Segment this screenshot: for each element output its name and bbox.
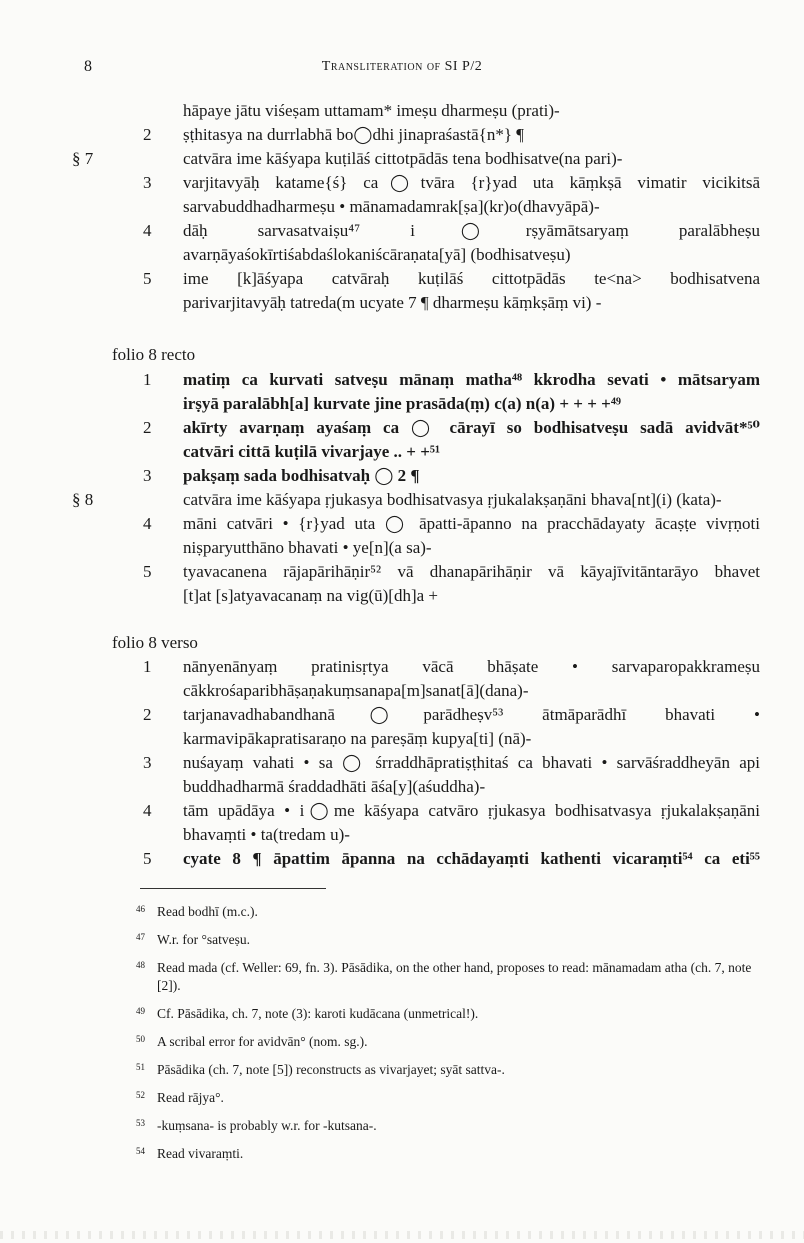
line-text: akīrty avarṇaṃ ayaśaṃ ca ◯ cārayī so bodhisatveṣu sadā avidvāt*⁵⁰ xyxy=(183,418,760,437)
transliteration-line xyxy=(0,657,804,681)
transliteration-line xyxy=(0,149,804,173)
line-text: tyavacanena rājapārihāṇir⁵² vā dhanapārihāṇir vā kāyajīvitāntarāyo bhavet xyxy=(183,562,760,581)
footnote-text: W.r. for °satveṣu. xyxy=(157,932,251,947)
transliteration-line xyxy=(0,245,804,269)
transliteration-line xyxy=(0,173,804,197)
line-number: 3 xyxy=(143,173,152,192)
line-text: catvāri cittā kuṭilā vivarjaye .. + +⁵¹ xyxy=(183,442,441,461)
transliteration-line xyxy=(0,466,804,490)
transliteration-line xyxy=(0,825,804,849)
footnote xyxy=(136,1033,776,1051)
line-number: 3 xyxy=(143,753,152,772)
transliteration-line xyxy=(0,849,804,873)
transliteration-line xyxy=(0,394,804,418)
footnote-text: A scribal error for avidvān° (nom. sg.). xyxy=(157,1034,368,1049)
line-number: 5 xyxy=(143,562,152,581)
line-text: parivarjitavyāḥ tatreda(m ucyate 7 ¶ dharmeṣu kāṃkṣāṃ vi) - xyxy=(183,293,602,312)
footnote xyxy=(136,1061,776,1079)
transliteration-line xyxy=(0,514,804,538)
line-text: varjitavyāḥ katame{ś} ca◯tvāra {r}yad uta kāṃkṣā vimatir vicikitsā xyxy=(183,173,760,192)
page-header xyxy=(0,58,804,80)
footnote xyxy=(136,931,776,949)
verso-heading: folio 8 verso xyxy=(112,633,198,652)
footnote xyxy=(136,959,776,995)
running-title: Transliteration of SI P/2 xyxy=(321,59,483,74)
line-text: dāḥ sarvasatvaiṣu⁴⁷ i◯rṣyāmātsaryaṃ paralābheṣu xyxy=(183,221,760,240)
footnote-number: 46 xyxy=(136,904,145,914)
footnote xyxy=(136,1145,776,1163)
footnote-text: Pāsādika (ch. 7, note [5]) reconstructs as vivarjayet; syāt sattva-. xyxy=(157,1062,505,1077)
transliteration-line xyxy=(0,777,804,801)
line-text: catvāra ime kāśyapa kuṭilāś cittotpādās tena bodhisatve(na pari)- xyxy=(183,149,623,168)
line-text: pakṣaṃ sada bodhisatvaḥ ◯ 2 ¶ xyxy=(183,466,420,485)
footnote-text: Read vivaraṃti. xyxy=(157,1146,244,1161)
footnote xyxy=(136,1089,776,1107)
line-number: 1 xyxy=(143,370,152,389)
line-number: 4 xyxy=(143,801,152,820)
verso-text-block xyxy=(0,657,804,873)
footnote-number: 54 xyxy=(136,1146,145,1156)
footnote xyxy=(136,903,776,921)
transliteration-line xyxy=(0,125,804,149)
footnote-text: Read bodhī (m.c.). xyxy=(157,904,258,919)
recto-heading: folio 8 recto xyxy=(112,345,196,364)
transliteration-line xyxy=(0,370,804,394)
line-number: 4 xyxy=(143,514,152,533)
footnote-text: -kuṃsana- is probably w.r. for -kutsana-. xyxy=(157,1118,377,1133)
footnote-number: 48 xyxy=(136,960,145,970)
line-text: avarṇāyaśokīrtiśabdaślokaniścāraṇata[yā] (bodhisatveṣu) xyxy=(183,245,571,264)
transliteration-line xyxy=(0,418,804,442)
line-number: 1 xyxy=(143,657,152,676)
line-number: 2 xyxy=(143,705,152,724)
line-text: bhavaṃti • ta(tredam u)- xyxy=(183,825,350,844)
footnote-number: 47 xyxy=(136,932,145,942)
footnotes xyxy=(136,903,776,1173)
line-text: māni catvāri • {r}yad uta ◯ āpatti-āpanno na pracchādayaty ācaṣṭe vivṛṇoti xyxy=(183,514,760,533)
transliteration-line xyxy=(0,442,804,466)
line-text: karmavipākapratisaraṇo na pareṣāṃ kupya[ti] (nā)- xyxy=(183,729,532,748)
line-text: [t]at [s]atyavacanaṃ na vig(ū)[dh]a + xyxy=(183,586,439,605)
transliteration-line xyxy=(0,269,804,293)
line-text: nuśayaṃ vahati • sa ◯ śrraddhāpratiṣṭhitaś ca bhavati • sarvāśraddheyān api xyxy=(183,753,760,772)
line-text: ṣṭhitasya na durrlabhā bo◯dhi jinapraśastā{n*} ¶ xyxy=(183,125,524,144)
transliteration-line xyxy=(0,197,804,221)
footnote xyxy=(136,1005,776,1023)
scan-edge xyxy=(0,1231,804,1239)
line-text: buddhadharmā śraddadhāti āśa[y](aśuddha)- xyxy=(183,777,486,796)
transliteration-line xyxy=(0,490,804,514)
line-text: tarjanavadhabandhanā◯parādheṣv⁵³ ātmāparādhī bhavati • xyxy=(183,705,760,724)
line-text: nānyenānyaṃ pratinisṛtya vācā bhāṣate • sarvaparopakkrameṣu xyxy=(183,657,760,676)
transliteration-line xyxy=(0,729,804,753)
page-number: 8 xyxy=(84,58,92,75)
line-number: 3 xyxy=(143,466,152,485)
footnote-text: Read mada (cf. Weller: 69, fn. 3). Pāsādika, on the other hand, proposes to read: mānamadam atha (ch. 7, note [2]). xyxy=(157,960,752,993)
footnote-number: 53 xyxy=(136,1118,145,1128)
transliteration-line xyxy=(0,801,804,825)
transliteration-line xyxy=(0,293,804,317)
transliteration-line xyxy=(0,681,804,705)
line-text: matiṃ ca kurvati satveṣu mānaṃ matha⁴⁸ kkrodha sevati • mātsaryam xyxy=(183,370,760,389)
line-text: cyate 8 ¶ āpattim āpanna na cchādayaṃti kathenti vicaraṃti⁵⁴ ca eti⁵⁵ xyxy=(183,849,760,868)
line-text: irṣyā paralābh[a] kurvate jine prasāda(ṃ) c(a) n(a) + + + +⁴⁹ xyxy=(183,394,622,413)
section-marker: § 7 xyxy=(72,149,94,168)
line-number: 4 xyxy=(143,221,152,240)
line-number: 2 xyxy=(143,418,152,437)
section-marker: § 8 xyxy=(72,490,94,509)
line-text: niṣparyutthāno bhavati • ye[n](a sa)- xyxy=(183,538,432,557)
transliteration-line xyxy=(0,538,804,562)
transliteration-line xyxy=(0,221,804,245)
footnote-text: Read rājya°. xyxy=(157,1090,224,1105)
transliteration-line xyxy=(0,101,804,125)
transliteration-line xyxy=(0,753,804,777)
line-number: 5 xyxy=(143,849,152,868)
footnote xyxy=(136,1117,776,1135)
footnote-number: 51 xyxy=(136,1062,145,1072)
transliteration-line xyxy=(0,562,804,586)
transliteration-line xyxy=(0,586,804,610)
recto-text-block xyxy=(0,370,804,610)
footnote-text: Cf. Pāsādika, ch. 7, note (3): karoti kudācana (unmetrical!). xyxy=(157,1006,479,1021)
transliteration-line xyxy=(0,705,804,729)
line-number: 2 xyxy=(143,125,152,144)
line-text: cākkrośaparibhāṣaṇakuṃsanapa[m]sanat[ā](dana)- xyxy=(183,681,529,700)
line-text: tām upādāya • i◯me kāśyapa catvāro ṛjukasya bodhisatvasya ṛjukalakṣaṇāni xyxy=(183,801,760,820)
line-text: hāpaye jātu viśeṣam uttamam* imeṣu dharmeṣu (prati)- xyxy=(183,101,560,120)
footnote-number: 50 xyxy=(136,1034,145,1044)
line-text: sarvabuddhadharmeṣu • mānamadamrak[ṣa](kr)o(dhavyāpā)- xyxy=(183,197,600,216)
footnote-number: 49 xyxy=(136,1006,145,1016)
line-text: ime [k]āśyapa catvāraḥ kuṭilāś cittotpādās te<na> bodhisatvena xyxy=(183,269,760,288)
continued-text-block xyxy=(0,101,804,317)
line-number: 5 xyxy=(143,269,152,288)
footnote-number: 52 xyxy=(136,1090,145,1100)
line-text: catvāra ime kāśyapa ṛjukasya bodhisatvasya ṛjukalakṣaṇāni bhava[nt](i) (kata)- xyxy=(183,490,722,509)
footnote-rule xyxy=(140,888,326,889)
